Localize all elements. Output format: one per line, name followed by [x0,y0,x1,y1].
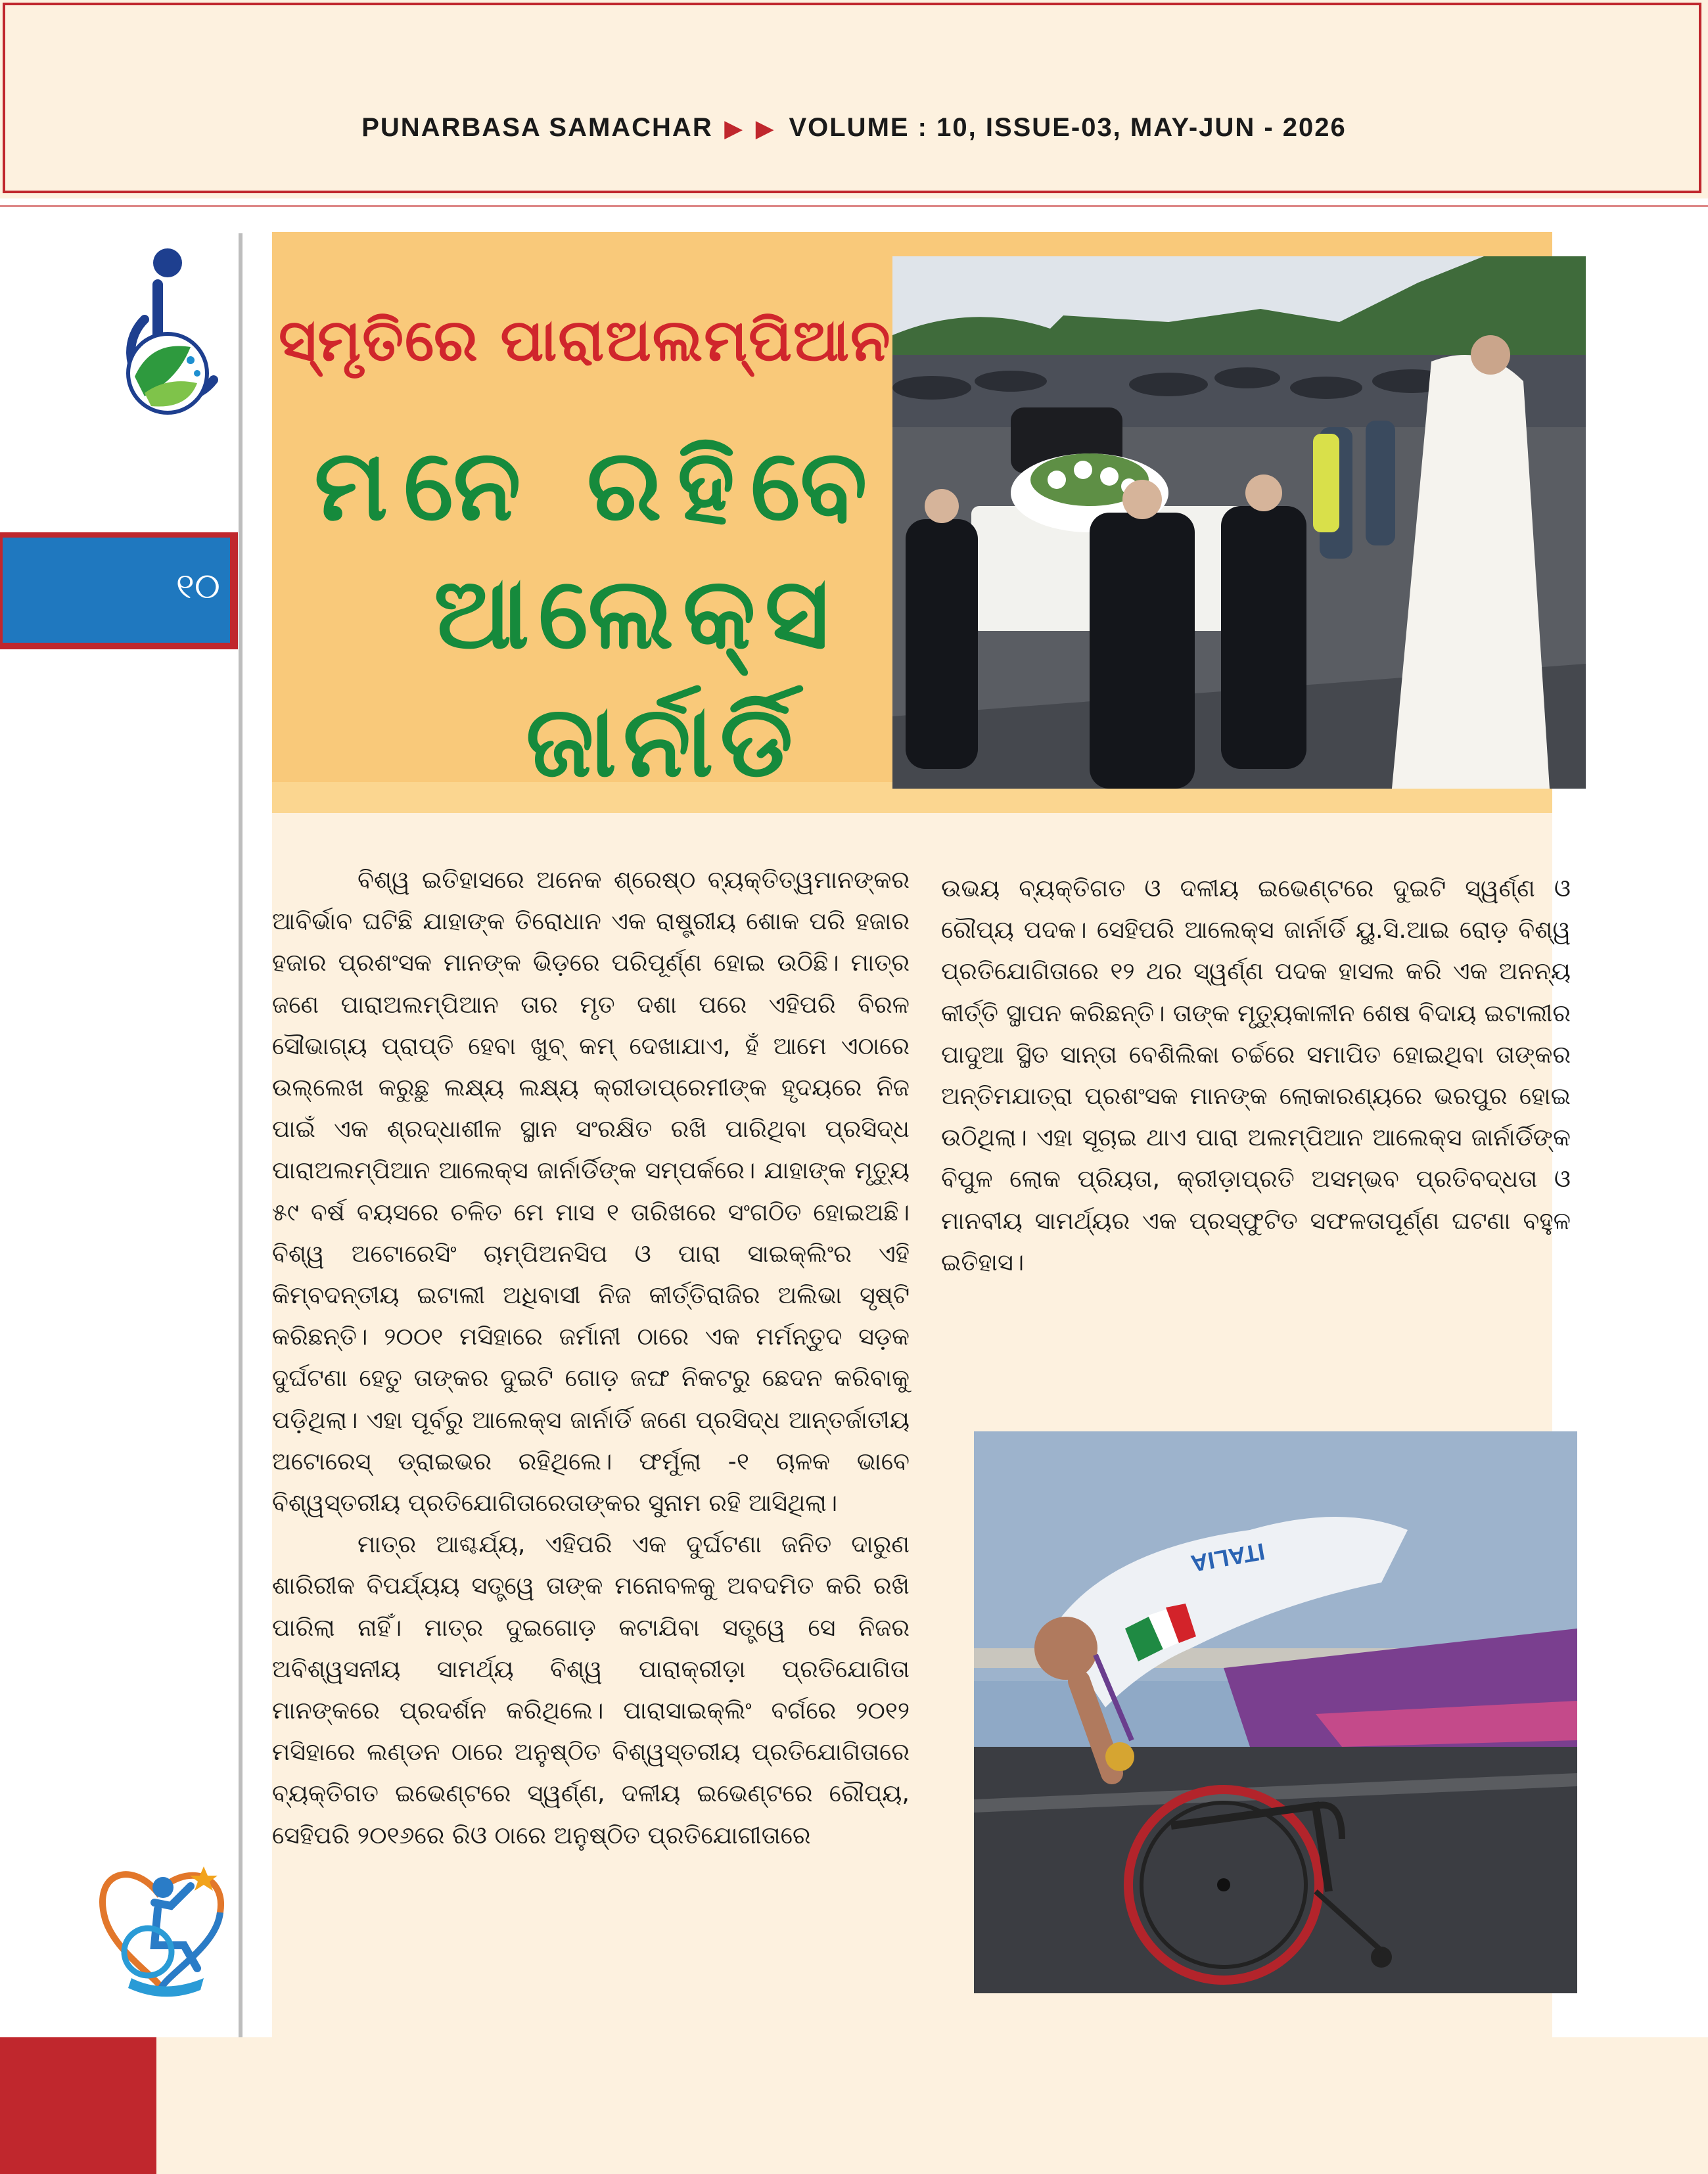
paragraph: ମାତ୍ର ଆଶ୍ଚର୍ଯ୍ୟ, ଏହିପରି ଏକ ଦୁର୍ଘଟଣା ଜନିତ ଦାରୁଣ ଶାରିରୀକ ବିପର୍ଯ୍ୟୟ ସତ୍ତ୍ୱେ ତାଙ୍କ ମନୋବଳକୁ ଅବଦମିତ କରି ରଖି ପାରିଲା ନାହିଁ। ମାତ୍ର ଦୁଇଗୋଡ଼ କଟାଯିବା ସତ୍ତ୍ୱେ ସେ ନିଜର ଅବିଶ୍ୱସନୀୟ ସାମର୍ଥ୍ୟ ବିଶ୍ୱ ପାରାକ୍ରୀଡ଼ା ପ୍ରତିଯୋଗିତା ମାନଙ୍କରେ ପ୍ରଦର୍ଶନ କରିଥିଲେ। ପାରାସାଇକ୍ଲିଂ ବର୍ଗରେ ୨୦୧୨ ମସିହାରେ ଲଣ୍ଡନ ଠାରେ ଅନୁଷ୍ଠିତ ବିଶ୍ୱସ୍ତରୀୟ ପ୍ରତିଯୋଗିତାରେ ବ୍ୟକ୍ତିଗତ ଇଭେଣ୍ଟରେ ସ୍ୱର୍ଣ୍ଣ, ଦଳୀୟ ଇଭେଣ୍ଟରେ ରୌପ୍ୟ, ସେହିପରି ୨୦୧୬ରେ ରିଓ ଠାରେ ଅନୁଷ୍ଠିତ ପ୍ରତିଯୋଗୀତାରେ [272,1530,910,1849]
para-sports-logo-icon [92,1847,230,2004]
headline-line-2: ଆଲେକ୍ସ [434,555,839,671]
wheelchair-logo-icon [105,242,223,432]
arrow-icons: ▶ ▶ [724,116,777,141]
margin-divider [239,233,242,2093]
article-kicker: ସ୍ମୃତିରେ ପାରାଅଲମ୍ପିଆନ [279,306,892,374]
header-divider [0,205,1708,207]
masthead-line [0,113,1708,143]
masthead [0,0,1708,198]
page-number: ୧୦ [175,565,220,607]
jersey-text: ITALIA [1189,1538,1267,1578]
footer-band [0,2037,1708,2174]
paragraph: ଉଭୟ ବ୍ୟକ୍ତିଗତ ଓ ଦଳୀୟ ଇଭେଣ୍ଟରେ ଦୁଇଟି ସ୍ୱର୍ଣ୍ଣ ଓ ରୌପ୍ୟ ପଦକ। ସେହିପରି ଆଲେକ୍ସ ଜାର୍ନାର୍ଡି ୟୁ.ସି.ଆଇ ରୋଡ଼ ବିଶ୍ୱ ପ୍ରତିଯୋଗିତାରେ ୧୨ ଥର ସ୍ୱର୍ଣ୍ଣ ପଦକ ହାସଲ କରି ଏକ ଅନନ୍ୟ କୀର୍ତ୍ତି ସ୍ଥାପନ କରିଛନ୍ତି। ତାଙ୍କ ମୃତ୍ୟୁକାଳୀନ ଶେଷ ବିଦାୟ ଇଟାଲୀର ପାଦୁଆ ସ୍ଥିତ ସାନ୍ତା ବେଶିଲିକା ଚର୍ଚ୍ଚରେ ସମାପିତ ହୋଇଥିବା ତାଙ୍କର ଅନ୍ତିମଯାତ୍ରା ପ୍ରଶଂସକ ମାନଙ୍କ ଲୋକାରଣ୍ୟରେ ଭରପୁର ହୋଇ ଉଠିଥିଲା। ଏହା ସୂଚାଇ ଥାଏ ପାରା ଅଲମ୍ପିଆନ ଆଲେକ୍ସ ଜାର୍ନାର୍ଡିଙ୍କ ବିପୁଳ ଲୋକ ପ୍ରିୟତା, କ୍ରୀଡ଼ାପ୍ରତି ଅସମ୍ଭବ ପ୍ରତିବଦ୍ଧତା ଓ ମାନବୀୟ ସାମର୍ଥ୍ୟର ଏକ ପ୍ରସ୍ଫୁଟିତ ସଫଳତାପୂର୍ଣ୍ଣ ଘଟଣା ବହୁଳ ଇତିହାସ। [941,874,1571,1276]
article-column-left [272,859,910,1856]
funeral-procession-photo [892,256,1586,789]
headline-line-1: ମନେ ରହିବେ [314,427,883,543]
article-column-right [941,867,1571,1283]
masthead-frame [3,3,1701,193]
issue-info: VOLUME : 10, ISSUE-03, MAY-JUN - 2026 [789,113,1347,142]
para-cyclist-photo [974,1431,1577,1993]
footer-accent-block [0,2037,156,2174]
publication-name: PUNARBASA SAMACHAR [361,113,713,142]
paragraph: ବିଶ୍ୱ ଇତିହାସରେ ଅନେକ ଶ୍ରେଷ୍ଠ ବ୍ୟକ୍ତିତ୍ୱମାନଙ୍କର ଆବିର୍ଭାବ ଘଟିଛି ଯାହାଙ୍କ ତିରୋଧାନ ଏକ ରାଷ୍ଟ୍ରୀୟ ଶୋକ ପରି ହଜାର ହଜାର ପ୍ରଶଂସକ ମାନଙ୍କ ଭିଡ଼ରେ ପରିପୂର୍ଣ୍ଣ ହୋଇ ଉଠିଛି। ମାତ୍ର ଜଣେ ପାରାଅଲମ୍ପିଆନ ତାର ମୃତ ଦଶା ପରେ ଏହିପରି ବିରଳ ସୌଭାଗ୍ୟ ପ୍ରାପ୍ତି ହେବା ଖୁବ୍ କମ୍ ଦେଖାଯାଏ, ହଁ ଆମେ ଏଠାରେ ଉଲ୍ଲେଖ କରୁଛୁ ଲକ୍ଷ୍ୟ ଲକ୍ଷ୍ୟ କ୍ରୀଡାପ୍ରେମୀଙ୍କ ହୃଦୟରେ ନିଜ ପାଇଁ ଏକ ଶ୍ରଦ୍ଧାଶୀଳ ସ୍ଥାନ ସଂରକ୍ଷିତ ରଖି ପାରିଥିବା ପ୍ରସିଦ୍ଧ ପାରାଅଲମ୍ପିଆନ ଆଲେକ୍ସ ଜାର୍ନାର୍ଡିଙ୍କ ସମ୍ପର୍କରେ। ଯାହାଙ୍କ ମୃତ୍ୟୁ ୫୯ ବର୍ଷ ବୟସରେ ଚଳିତ ମେ ମାସ ୧ ତାରିଖରେ ସଂଗଠିତ ହୋଇଅଛି। ବିଶ୍ୱ ଅଟୋରେସିଂ ଚାମ୍ପିଅନସିପ ଓ ପାରା ସାଇକ୍ଲିଂର ଏହି କିମ୍ବଦନ୍ତୀୟ ଇଟାଲୀ ଅଧିବାସୀ ନିଜ କୀର୍ତ୍ତିରାଜିର ଅଲିଭା ସୃଷ୍ଟି କରିଛନ୍ତି। ୨୦୦୧ ମସିହାରେ ଜର୍ମାନୀ ଠାରେ ଏକ ମର୍ମନ୍ତୁଦ ସଡ଼କ ଦୁର୍ଘଟଣା ହେତୁ ତାଙ୍କର ଦୁଇଟି ଗୋଡ଼ ଜଙ୍ଘ ନିକଟରୁ ଛେଦନ କରିବାକୁ ପଡ଼ିଥିଲା। ଏହା ପୂର୍ବରୁ ଆଲେକ୍ସ ଜାର୍ନାର୍ଡି ଜଣେ ପ୍ରସିଦ୍ଧ ଆନ୍ତର୍ଜାତୀୟ ଅଟୋରେସ୍ ଡ୍ରାଇଭର ରହିଥିଲେ। ଫର୍ମୁଲା -୧ ଚାଳକ ଭାବେ ବିଶ୍ୱସ୍ତରୀୟ ପ୍ରତିଯୋଗିତାରେତାଙ୍କର ସୁନାମ ରହି ଆସିଥିଲା। [272,866,910,1517]
headline-line-3: ଜାର୍ନାର୍ଡି [526,683,800,799]
